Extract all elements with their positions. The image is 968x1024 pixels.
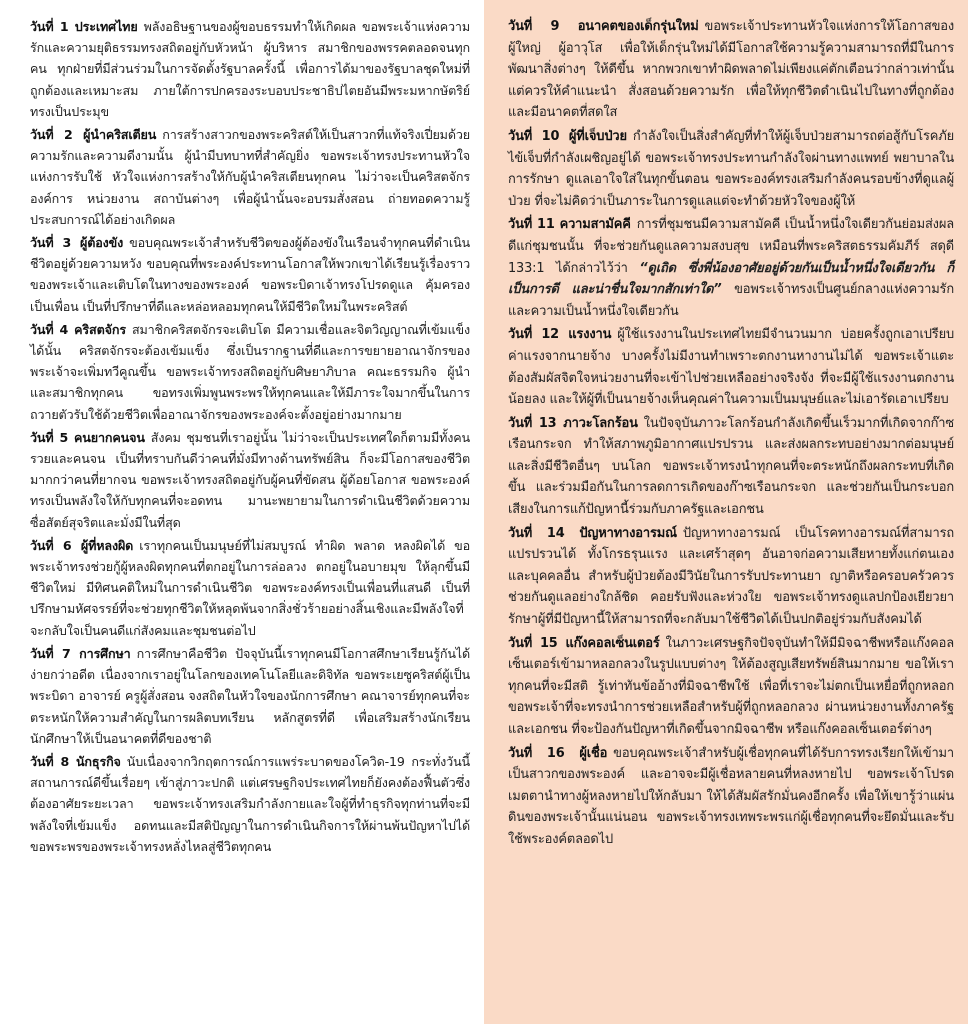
right-column <box>484 0 968 1024</box>
prayer-entry-day-15 <box>508 633 954 741</box>
prayer-text: ผู้ใช้แรงงานในประเทศไทยมีจำนวนมาก บ่อยครั้งถูกเอาเปรียบค่าแรงจากนายจ้าง บางครั้งไม่มีงานทำเพราะตกงานหางานไม่ได้ ขอพระเจ้าแตะต้องสัมผัสจิตใจหน่วยงานที่จะเข้าไปช่วยเหลืออย่างจริงจัง ที่จะมีผู้ใช้แรงงานตกงานน้อยลง และให้ผู้ที่เป็นนายจ้างเห็นคุณค่าในความเป็นมนุษย์และไม่เอารัดเอาเปรียบ <box>508 327 955 408</box>
prayer-heading: วันที่ 6 ผู้ที่หลงผิด <box>30 537 134 553</box>
prayer-text: นับเนื่องจากวิกฤตการณ์การแพร่ระบาดของโควิด-19 กระทั่งวันนี้สถานการณ์ดีขึ้นเรื่อยๆ เข้าสู่ภาวะปกติ แต่เศรษฐกิจประเทศไทยก็ยังคงต้องฟื้นตัวซึ่งต้องอาศัยระยะเวลา ขอพระเจ้าทรงเสริมกำลังกายและใจผู้ที่ทำธุรกิจทุกท่านที่จะมีพลังใจที่เข้มแข็ง อดทนและมีสติปัญญาในการดำเนินกิจการให้ผ่านพ้นปัญหาไปได้ ขอพระพรของพระเจ้าทรงหลั่งไหลสู่ชีวิตทุกคน <box>30 753 471 854</box>
prayer-text: ในปัจจุบันภาวะโลกร้อนกำลังเกิดขึ้นเร็วมากที่เกิดจากก๊าซเรือนกระจก ทำให้สภาพภูมิอากาศแปรปรวน และส่งผลกระทบอย่างมากต่อมนุษย์และสิ่งมีชีวิตอื่นๆ บนโลก ขอพระเจ้าทรงนำทุกคนที่จะตระหนักถึงผลกระทบที่เกิดขึ้น และร่วมมือกันในการลดการเกิดของก๊าซเรือนกระจก และช่วยกันเป็นกระบอกเสียงในการแก้ปัญหานี้ร่วมกับภาครัฐและเอกชน <box>508 415 954 518</box>
prayer-entry-day-4 <box>30 319 470 425</box>
prayer-text: การที่ชุมชนมีความสามัคคี เป็นน้ำหนึ่งใจเดียวกันย่อมส่งผลดีแก่ชุมชนนั้น ที่จะช่วยกันดูแลความสงบสุข เหมือนที่พระคริสตธรรมคัมภีร์ สดุดี 133:1 ได้กล่าวไว้ว่า <box>508 217 954 276</box>
prayer-heading: วันที่ 3 ผู้ต้องขัง <box>30 235 124 251</box>
prayer-heading: วันที่ 2 ผู้นำคริสเตียน <box>30 127 157 143</box>
prayer-text: ขอบคุณพระเจ้าสำหรับชีวิตของผู้ต้องขังในเรือนจำทุกคนที่ดำเนินชีวิตอยู่ด้วยความหวัง ขอบคุณที่พระองค์ประทานโอกาสให้พวกเขาได้เรียนรู้เรื่องราวของพระเจ้าและเติบโตในทางของพระองค์ ขอพระบิดาเจ้าทรงโปรดดูแล คุ้มครอง เป็นเพื่อน เป็นที่ปรึกษาที่ดีและหล่อหลอมทุกคนให้มีชีวิตใหม่ในพระคริสต์ <box>30 235 470 314</box>
prayer-text: พลังอธิษฐานของผู้ขอบธรรมทำให้เกิดผล ขอพระเจ้าแห่งความรักและความยุติธรรมทรงสถิตอยู่กับหัวหน้า ผู้บริหาร สมาชิกของพรรคตลอดจนทุกคน ทุกฝ่ายที่มีส่วนร่วมในการจัดตั้งรัฐบาลครั้งนี้ เพื่อการได้มาของรัฐบาลชุดใหม่ที่ถูกต้องและเหมาะสม ภายใต้การปกครองระบอบประชาธิปไตยอันมีพระมหากษัตริย์ทรงเป็นประมุข <box>30 19 470 119</box>
prayer-text: กำลังใจเป็นสิ่งสำคัญที่ทำให้ผู้เจ็บป่วยสามารถต่อสู้กับโรคภัยไข้เจ็บที่กำลังเผชิญอยู่ได้ ขอพระเจ้าทรงประทานกำลังใจผ่านทางแพทย์ พยาบาลในการรักษา ดูแลเอาใจใส่ในทุกขั้นตอน ขอพระองค์ทรงเสริมกำลังคนรอบข้างที่ดูแลผู้ป่วย ที่จะไม่คิดว่าเป็นภาระในการดูแลแต่จะทำด้วยหัวใจของผู้ให้ <box>508 128 954 209</box>
prayer-text: การศึกษาคือชีวิต ปัจจุบันนี้เราทุกคนมีโอกาสศึกษาเรียนรู้กันได้ง่ายกว่าอดีต เนื่องจากเราอยู่ในโลกของเทคโนโลยีและดิจิทัล ขอพระเยซูคริสต์ผู้เป็นพระบิดา อาจารย์ ครูผู้สั่งสอน จงสถิตในหัวใจของนักการศึกษา คณาจารย์ทุกคนที่จะตระหนักให้ความสำคัญในการผลิตบทเรียน หลักสูตรที่ดี เพื่อเสริมสร้างนักเรียน นักศึกษาให้เป็นอนาคตที่ดีของชาติ <box>30 645 470 746</box>
prayer-entry-day-13 <box>508 413 954 521</box>
prayer-heading: วันที่ 11 ความสามัคคี <box>508 217 631 233</box>
prayer-text: เราทุกคนเป็นมนุษย์ที่ไม่สมบูรณ์ ทำผิด พลาด หลงผิดได้ ขอพระเจ้าทรงช่วยกู้ผู้หลงผิดทุกคนที่ตกอยู่ในการล่อลวง ตกอยู่ในอบายมุข ให้ลุกขึ้นมีชีวิตใหม่ มีทิศนคติใหม่ในการดำเนินชีวิต ขอพระองค์ทรงเป็นเพื่อนที่แสนดี เป็นที่ปรึกษามหัศจรรย์ที่จะช่วยทุกชีวิตให้หลุดพ้นจากสิ่งชั่วร้ายอย่างสิ้นเชิงและมีพลังใจที่จะกลับใจเป็นคนดีแก่สังคมและชุมชนต่อไป <box>30 537 470 638</box>
prayer-entry-day-9 <box>508 16 954 124</box>
prayer-entry-day-16 <box>508 743 954 851</box>
prayer-heading: วันที่ 4 คริสตจักร <box>30 321 126 337</box>
prayer-text: สมาชิกคริสตจักรจะเติบโต มีความเชื่อและจิตวิญญาณที่เข้มแข็งได้นั้น คริสตจักรจะต้องเข้มแข็ง ซึ่งเป็นรากฐานที่ดีและการขยายอาณาจักรของพระเจ้าจะเพิ่มทวีคูณขึ้น ขอพระเจ้าทรงสถิตอยู่กับศิษยาภิบาล คณะธรรมกิจ ผู้นำและสมาชิกทุกคน ขอทรงเพิ่มพูนพระพรให้ทุกคนและให้มีภาระใจมากขึ้นในการถวายตัวรับใช้ด้วยชีวิตเพื่ออาณาจักรของพระองค์จะตั้งอยู่อย่างมากมาย <box>30 321 471 422</box>
prayer-entry-day-3 <box>30 232 470 317</box>
prayer-heading: วันที่ 14 ปัญหาทางอารมณ์ <box>508 525 677 541</box>
prayer-heading: วันที่ 1 ประเทศไทย <box>30 19 138 34</box>
prayer-heading: วันที่ 7 การศึกษา <box>30 645 131 661</box>
prayer-entry-day-10 <box>508 126 954 212</box>
prayer-heading: วันที่ 5 คนยากคนจน <box>30 429 145 445</box>
prayer-text: ขอพระเจ้าประทานหัวใจแห่งการให้โอกาสของผู้ใหญ่ ผู้อาวุโส เพื่อให้เด็กรุ่นใหม่ได้มีโอกาสใช้ความรู้ความสามารถที่มีในการพัฒนาสิ่งต่างๆ ให้ดีขึ้น หากพวกเขาทำผิดพลาดไม่เพียงแค่ตักเตือนว่ากล่าวเท่านั้น แต่ควรให้คำแนะนำ สั่งสอนด้วยความรัก เพื่อให้ทุกชีวิตดำเนินไปในทางที่ถูกต้อง และมีอนาคตที่สดใส <box>508 19 954 121</box>
prayer-heading: วันที่ 8 นักธุรกิจ <box>30 753 121 769</box>
prayer-heading: วันที่ 15 แก๊งคอลเซ็นเตอร์ <box>508 635 660 651</box>
prayer-text: การสร้างสาวกของพระคริสต์ให้เป็นสาวกที่แท้จริงเปี่ยมด้วยความรักและความดีงามนั้น ผู้นำมีบทบาทที่สำคัญยิ่ง ขอพระเจ้าทรงประทานหัวใจแห่งการรับใช้ หัวใจแห่งการสร้างให้กับผู้นำคริสเตียนทุกคน ไม่ว่าจะเป็นคริสตจักร องค์การ หน่วยงาน สถาบันต่างๆ เพื่อผู้นำนั้นจะอบรมสั่งสอน ถ่ายทอดความรู้ ประสบการณ์ได้อย่างเกิดผล <box>30 127 470 227</box>
prayer-entry-day-7 <box>30 643 470 749</box>
prayer-entry-day-2 <box>30 124 470 230</box>
prayer-entry-day-8 <box>30 751 470 857</box>
prayer-heading: วันที่ 12 แรงงาน <box>508 327 612 343</box>
prayer-entry-day-5 <box>30 427 470 533</box>
prayer-entry-day-14 <box>508 523 954 631</box>
prayer-text: ปัญหาทางอารมณ์ เป็นโรคทางอารมณ์ที่สามารถแปรปรวนได้ ทั้งโกรธรุนแรง และเศร้าสุดๆ อันอาจก่อความเสียหายทั้งแก่ตนเองและบุคคลอื่น สำหรับผู้ป่วยต้องมีวินัยในการรับประทานยา ญาติหรือครอบครัวควรช่วยกันดูแลอย่างใกล้ชิด คอยรับฟังและห่วงใย ขอพระเจ้าทรงดูแลปกป้องเยียวยารักษาผู้ที่มีปัญหานี้ให้สามารถที่จะกลับมาใช้ชีวิตได้เป็นปกติอยู่ร่วมกับสังคมได้ <box>508 525 954 628</box>
prayer-entry-day-11 <box>508 214 954 322</box>
prayer-heading: วันที่ 13 ภาวะโลกร้อน <box>508 415 638 431</box>
prayer-text-after-quote: ขอพระเจ้าทรงเป็นศูนย์กลางแห่งความรักและความเป็นน้ำหนึ่งใจเดียวกัน <box>508 282 954 319</box>
prayer-entry-day-12 <box>508 324 954 410</box>
psalm-quote: “ดูเถิด ซึ่งพี่น้องอาศัยอยู่ด้วยกันเป็นน้ำหนึ่งใจเดียวกัน ก็เป็นการดี และน่าชื่นใจมากสักเท่าใด” <box>508 260 954 298</box>
prayer-entry-day-6 <box>30 535 470 641</box>
prayer-heading: วันที่ 10 ผู้ที่เจ็บป่วย <box>508 128 627 144</box>
prayer-heading: วันที่ 16 ผู้เชื่อ <box>508 745 608 761</box>
prayer-heading: วันที่ 9 อนาคตของเด็กรุ่นใหม่ <box>508 19 699 34</box>
prayer-entry-day-1 <box>30 16 470 122</box>
prayer-text: ในภาวะเศรษฐกิจปัจจุบันทำให้มีมิจฉาชีพหรือแก๊งคอลเซ็นเตอร์เข้ามาหลอกลวงในรูปแบบต่างๆ ให้ต้องสูญเสียทรัพย์สินมากมาย ขอให้เราทุกคนที่จะมีสติ รู้เท่าทันข้ออ้างที่มิจฉาชีพใช้ เพื่อที่เราจะไม่ตกเป็นเหยื่อที่ถูกหลอก ขอพระเจ้าที่จะทรงนำการช่วยเหลือสำหรับผู้ที่ถูกหลอกลวง ผ่านหน่วยงานทั้งภาครัฐและเอกชน ที่จะป้องกันปัญหาที่เกิดขึ้นจากมิจฉาชีพ หรือแก๊งคอลเซ็นเตอร์ต่างๆ <box>508 635 954 737</box>
prayer-text: สังคม ชุมชนที่เราอยู่นั้น ไม่ว่าจะเป็นประเทศใดก็ตามมีทั้งคนรวยและคนจน เป็นที่ทราบกันดีว่าคนที่มั่งมีทางด้านทรัพย์สิน ก็จะมีโอกาสของชีวิตมากกว่าคนที่ยากจน ขอพระเจ้าทรงสถิตอยู่กับผู้คนที่ขัดสน ผู้ด้อยโอกาส ขอพระองค์ทรงเป็นพลังใจให้กับทุกคนที่จะอดทน มานะพยายามในการดำเนินชีวิตด้วยความซื่อสัตย์สุจริตและมั่งมีในที่สุด <box>30 429 470 530</box>
prayer-text: ขอบคุณพระเจ้าสำหรับผู้เชื่อทุกคนที่ได้รับการทรงเรียกให้เข้ามาเป็นสาวกของพระองค์ และอาจจะมีผู้เชื่อหลายคนที่หลงหายไป ขอพระเจ้าโปรดเมตตานำทางผู้หลงหายไปให้กลับมา ให้ได้สัมผัสรักมั่นคงอีกครั้ง เพื่อให้เขารู้ว่าแผ่นดินของพระเจ้านั้นแน่นอน ขอพระเจ้าทรงเทพระพรแก่ผู้เชื่อทุกคนที่จะยึดมั่นและรับใช้พระองค์ตลอดไป <box>508 745 954 847</box>
